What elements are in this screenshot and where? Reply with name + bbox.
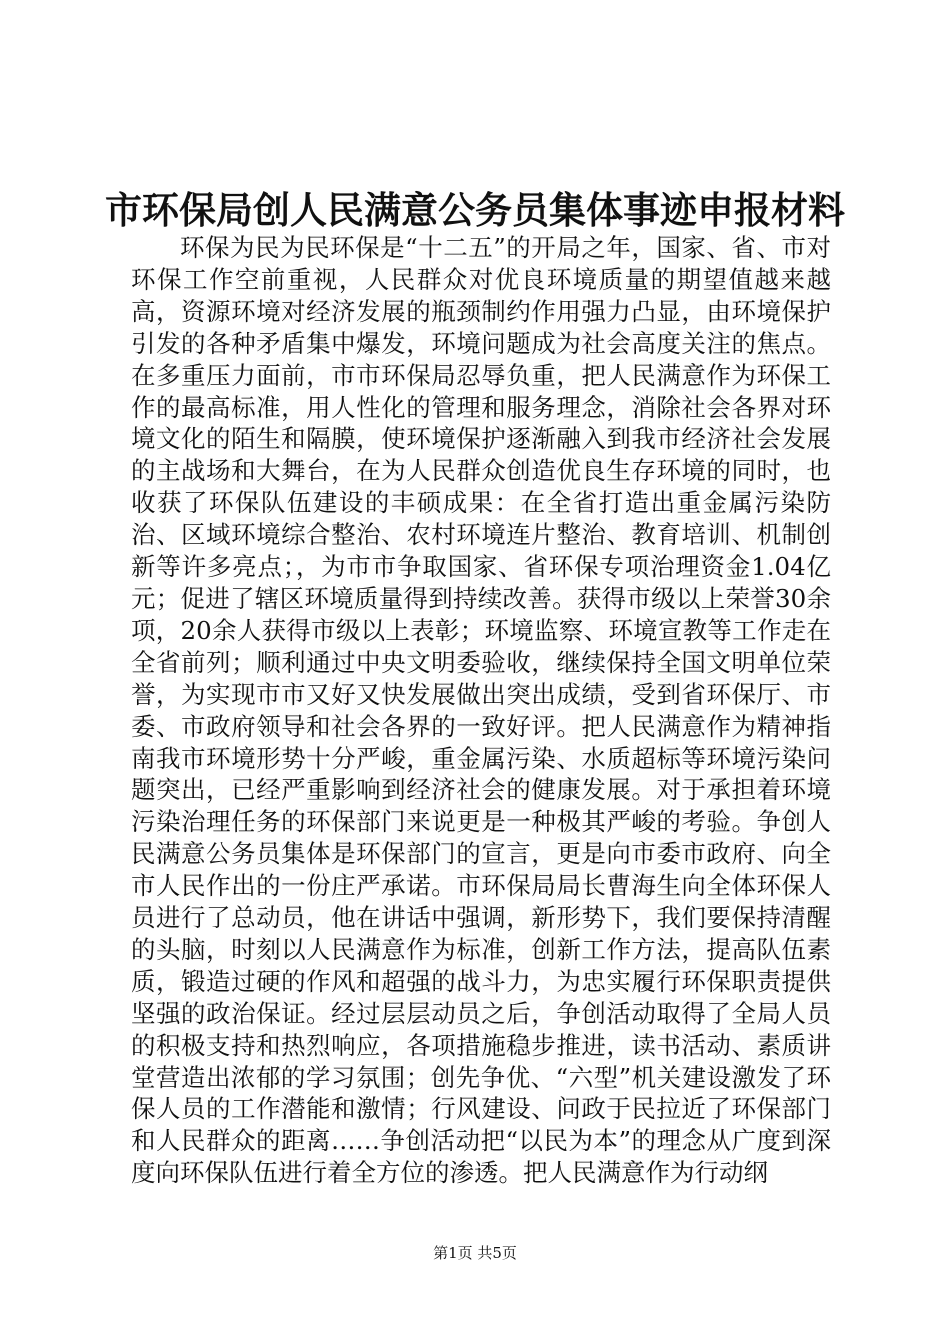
document-body-paragraph: 环保为民为民环保是“十二五”的开局之年，国家、省、市对环保工作空前重视，人民群众对优良环境质量的期望值越来越高，资源环境对经济发展的瓶颈制约作用强力凸显，由环境保护引发的各种矛盾集中爆发，环境问题成为社会高度关注的焦点。在多重压力面前，市市环保局忍辱负重，把人民满意作为环保工作的最高标准，用人性化的管理和服务理念，消除社会各界对环境文化的陌生和隔膜，使环境保护逐渐融入到我市经济社会发展的主战场和大舞台，在为人民群众创造优良生存环境的同时，也收获了环保队伍建设的丰硕成果：在全省打造出重金属污染防治、区域环境综合整治、农村环境连片整治、教育培训、机制创新等许多亮点；，为市市争取国家、省环保专项治理资金1.04亿元；促进了辖区环境质量得到持续改善。获得市级以上荣誉30余项，20余人获得市级以上表彰；环境监察、环境宣教等工作走在全省前列；顺利通过中央文明委验收，继续保持全国文明单位荣誉，为实现市市又好又快发展做出突出成绩，受到省环保厅、市委、市政府领导和社会各界的一致好评。把人民满意作为精神指南我市环境形势十分严峻，重金属污染、水质超标等环境污染问题突出，已经严重影响到经济社会的健康发展。对于承担着环境污染治理任务的环保部门来说更是一种极其严峻的考验。争创人民满意公务员集体是环保部门的宣言，更是向市委市政府、向全市人民作出的一份庄严承诺。市环保局局长曹海生向全体环保人员进行了总动员，他在讲话中强调，新形势下，我们要保持清醒的头脑，时刻以人民满意作为标准，创新工作方法，提高队伍素质，锻造过硬的作风和超强的战斗力，为忠实履行环保职责提供坚强的政治保证。经过层层动员之后，争创活动取得了全局人员的积极支持和热烈响应，各项措施稳步推进，读书活动、素质讲堂营造出浓郁的学习氛围；创先争优、“六型”机关建设激发了环保人员的工作潜能和激情；行风建设、问政于民拉近了环保部门和人民群众的距离……争创活动把“以民为本”的理念从广度到深度向环保队伍进行着全方位的渗透。把人民满意作为行动纲 — [131, 233, 831, 1188]
document-title: 市环保局创人民满意公务员集体事迹申报材料 — [105, 188, 845, 232]
page-footer-indicator: 第1页 共5页 — [433, 1244, 517, 1262]
